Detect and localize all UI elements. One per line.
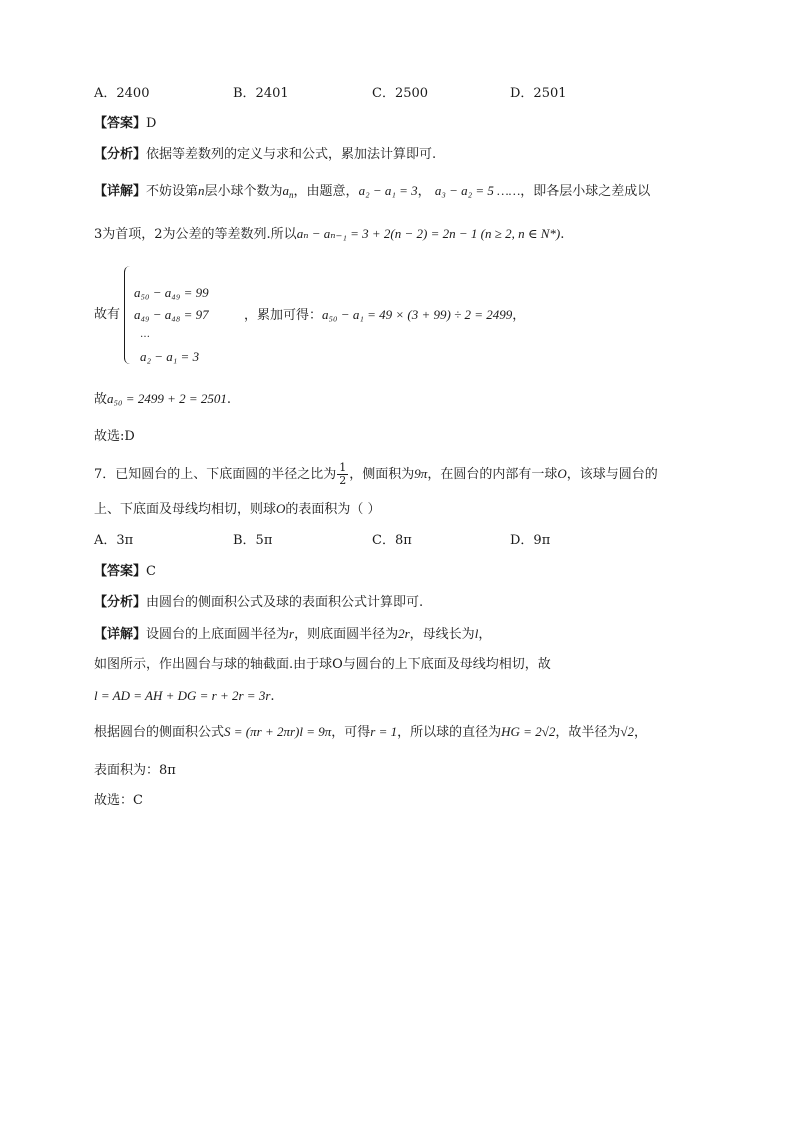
math-o: O — [276, 501, 286, 516]
math-n: n — [198, 183, 205, 198]
math-r: r — [289, 626, 295, 641]
q6-option-d: D．2501 — [510, 86, 567, 101]
fraction-denominator: 2 — [339, 474, 347, 487]
detail-text: ，母线长为 — [409, 627, 475, 642]
system-row-2: a₄₉ − a₄₈ = 97 — [134, 307, 209, 322]
stem-text: 的表面积为（ ） — [285, 502, 381, 517]
math-area: 9π — [414, 466, 428, 481]
detail-text: 故 — [94, 392, 108, 407]
math-eq1: a₂ − a₁ = 3 — [358, 183, 418, 198]
q7-detail-line3 — [94, 687, 275, 706]
math-radius: √2 — [620, 724, 634, 739]
system-lead: 故有 — [94, 307, 121, 322]
q7-detail-line4 — [94, 723, 647, 742]
fraction-numerator: 1 — [339, 461, 347, 474]
detail-text: ，可得 — [331, 725, 371, 740]
detail-text: ， — [633, 725, 647, 740]
fraction-one-half — [337, 462, 348, 487]
analysis-label: 【分析】 — [94, 595, 147, 610]
q7-option-a: A．3π — [94, 533, 134, 548]
detail-text: 设圆台的上底面圆半径为 — [146, 627, 290, 642]
stem-text: 上、下底面及母线均相切，则球 — [94, 502, 277, 517]
q7-option-c: C．8π — [372, 533, 412, 548]
q7-stem-line2 — [94, 500, 381, 519]
detail-text: . — [270, 689, 275, 704]
detail-text: . — [560, 227, 565, 242]
math-eq-hg: HG = 2√2 — [501, 724, 556, 739]
q6-detail-line1 — [94, 182, 650, 204]
q7-option-b: B．5π — [233, 533, 273, 548]
detail-text: . — [226, 392, 232, 407]
detail-text: 不妨设第 — [146, 184, 199, 199]
system-sum-line — [244, 306, 525, 325]
system-row-4: a₂ − a₁ = 3 — [140, 349, 200, 364]
math-eq-s: S = (πr + 2πr)l = 9π — [224, 724, 332, 739]
q7-analysis — [94, 594, 423, 612]
stem-text: ，该球与圆台的 — [566, 467, 658, 482]
answer-value: D — [146, 116, 157, 131]
math-eq2: a₃ − a₂ = 5 …… — [434, 183, 521, 198]
math-eq-l: l = AD = AH + DG = r + 2r = 3r — [94, 688, 271, 703]
system-row-1: a₅₀ − a₄₉ = 99 — [134, 285, 209, 300]
math-an: $a_n$ — [282, 183, 294, 200]
analysis-text: 依据等差数列的定义与求和公式，累加法计算即可. — [146, 147, 437, 162]
detail-text: ，累加可得： — [244, 308, 323, 323]
q6-analysis — [94, 146, 436, 164]
detail-label: 【详解】 — [94, 627, 147, 642]
q7-detail-line1 — [94, 625, 491, 644]
system-row-3: … — [140, 329, 150, 340]
q7-stem-line1 — [94, 462, 658, 487]
detail-text: 根据圆台的侧面积公式 — [94, 725, 225, 740]
detail-text: ，故半径为 — [555, 725, 621, 740]
math-o: O — [557, 466, 567, 481]
stem-text: ，在圆台的内部有一球 — [427, 467, 558, 482]
detail-label: 【详解】 — [94, 184, 147, 199]
left-brace — [124, 266, 131, 364]
q7-detail-line2: 如图所示，作出圆台与球的轴截面.由于球O与圆台的上下底面及母线均相切，故 — [94, 657, 551, 672]
q7-surface-area: 表面积为：8π — [94, 763, 176, 778]
q6-result — [94, 390, 231, 409]
detail-text: ，即各层小球之差成以 — [520, 184, 651, 199]
math-eq-r: r = 1 — [370, 724, 398, 739]
q6-option-a: A．2400 — [94, 86, 150, 101]
math-2r: 2r — [398, 626, 410, 641]
detail-text: ， — [512, 308, 526, 323]
answer-label: 【答案】 — [94, 564, 147, 579]
math-l: l — [474, 626, 479, 641]
math-result: a₅₀ = 2499 + 2 = 2501 — [107, 391, 227, 406]
detail-text: ， — [417, 184, 431, 199]
detail-text: ， — [478, 627, 492, 642]
q7-answer — [94, 563, 156, 581]
q6-option-b: B．2401 — [233, 86, 289, 101]
detail-text: 层小球个数为 — [204, 184, 283, 199]
detail-text: ，所以球的直径为 — [397, 725, 502, 740]
detail-text: ，由题意， — [293, 184, 359, 199]
analysis-label: 【分析】 — [94, 147, 147, 162]
q7-choice: 故选：C — [94, 793, 143, 808]
analysis-text: 由圆台的侧面积公式及球的表面积公式计算即可. — [146, 595, 424, 610]
answer-value: C — [146, 564, 156, 579]
detail-text: ，则底面圆半径为 — [294, 627, 399, 642]
q6-answer — [94, 115, 156, 133]
detail-text: 3为首项，2为公差的等差数列.所以 — [94, 227, 297, 242]
answer-label: 【答案】 — [94, 116, 147, 131]
q6-choice: 故选:D — [94, 429, 135, 444]
q6-detail-line2 — [94, 225, 564, 244]
math-sum: a₅₀ − a₁ = 49 × (3 + 99) ÷ 2 = 2499 — [322, 307, 513, 322]
stem-text: ，侧面积为 — [349, 467, 415, 482]
math-eq3: aₙ − aₙ₋₁ = 3 + 2(n − 2) = 2n − 1 (n ≥ 2, n ∈ N*) — [296, 226, 561, 241]
q6-option-c: C．2500 — [372, 86, 429, 101]
q7-option-d: D．9π — [510, 533, 551, 548]
stem-text: 7．已知圆台的上、下底面圆的半径之比为 — [94, 467, 337, 482]
